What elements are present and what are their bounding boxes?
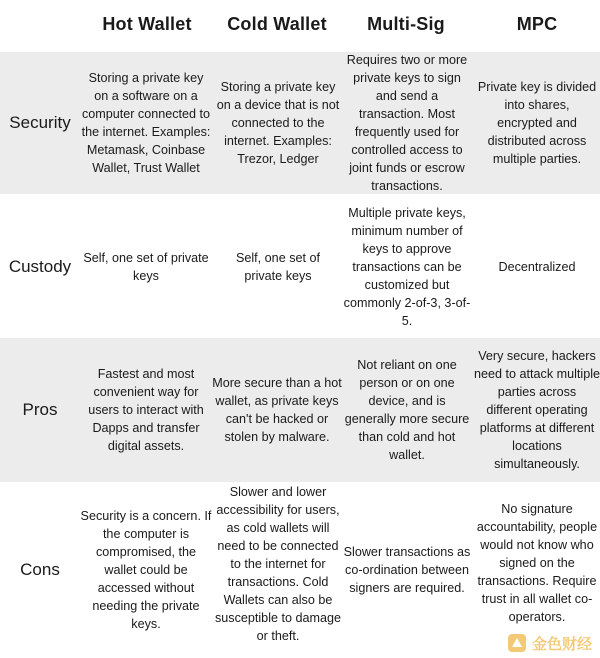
cell-text: Storing a private key on a software on a computer connected to the internet. Examples: Metamask, Coinbase Wallet, Trust Wallet bbox=[81, 71, 211, 175]
cell-security-multi-sig bbox=[342, 52, 472, 194]
cell-text: Self, one set of private keys bbox=[83, 251, 209, 283]
cell-cons-hot-wallet bbox=[80, 482, 212, 658]
column-header-multi-sig: Multi-Sig bbox=[367, 14, 445, 34]
watermark bbox=[507, 632, 592, 654]
row-custody bbox=[0, 196, 600, 338]
cell-custody-multi-sig bbox=[342, 196, 472, 338]
cell-cons-cold-wallet bbox=[214, 482, 342, 658]
cell-text: Slower and lower accessibility for users, as cold wallets will need to be connected to the internet for transactions. Cold Wallets can also be susceptible to damage or theft. bbox=[214, 485, 342, 643]
cell-pros-hot-wallet bbox=[80, 338, 212, 482]
header-row bbox=[0, 0, 600, 52]
cell-cons-multi-sig bbox=[342, 482, 472, 658]
cell-custody-mpc bbox=[476, 196, 598, 338]
cell-text: More secure than a hot wallet, as private keys can't be hacked or stolen by malware. bbox=[212, 376, 342, 444]
cell-text: Decentralized bbox=[498, 260, 576, 274]
cell-custody-hot-wallet bbox=[80, 196, 212, 338]
cell-text: Self, one set of private keys bbox=[235, 251, 320, 283]
cell-security-hot-wallet bbox=[80, 52, 212, 194]
row-label-cons: Cons bbox=[20, 560, 60, 579]
cell-text: No signature accountability, people would not know who signed on the transactions. Require trust in all wallet co-operators. bbox=[476, 502, 598, 624]
cell-security-cold-wallet bbox=[214, 52, 342, 194]
cell-security-mpc bbox=[476, 52, 598, 194]
row-pros bbox=[0, 338, 600, 482]
cell-text: Fastest and most convenient way for users to interact with Dapps and transfer digital assets. bbox=[88, 367, 204, 453]
cell-custody-cold-wallet bbox=[220, 196, 336, 338]
row-label-security: Security bbox=[9, 113, 71, 132]
row-label-custody: Custody bbox=[8, 257, 72, 276]
row-security bbox=[0, 52, 600, 194]
cell-text: Very secure, hackers need to attack multiple parties across different operating platforms at different locations simultaneously. bbox=[474, 349, 600, 471]
column-header-mpc: MPC bbox=[516, 14, 558, 34]
cell-text: Security is a concern. If the computer is compromised, the wallet could be accessed without needing the private keys. bbox=[80, 509, 212, 631]
cell-text: Private key is divided into shares, encrypted and distributed across multiple parties. bbox=[477, 80, 597, 166]
row-label-pros: Pros bbox=[22, 400, 58, 419]
cell-pros-multi-sig bbox=[342, 338, 472, 482]
cell-text: Requires two or more private keys to sign and send a transaction. Most frequently used for controlled access to joint funds or escrow transactions. bbox=[346, 53, 468, 193]
watermark-text: 金色财经 bbox=[531, 635, 592, 653]
cell-pros-cold-wallet bbox=[212, 338, 342, 482]
cell-text: Storing a private key on a device that is not connected to the internet. Examples: Trezor, Ledger bbox=[216, 80, 340, 166]
cell-text: Multiple private keys, minimum number of keys to approve transactions can be customized but commonly 2-of-3, 3-of-5. bbox=[343, 206, 471, 328]
column-header-cold-wallet: Cold Wallet bbox=[227, 14, 327, 34]
column-header-hot-wallet: Hot Wallet bbox=[102, 14, 192, 34]
cell-text: Slower transactions as co-ordination between signers are required. bbox=[343, 545, 471, 595]
cell-pros-mpc bbox=[474, 338, 600, 482]
watermark-logo-icon bbox=[507, 633, 527, 653]
cell-text: Not reliant on one person or on one device, and is generally more secure than cold and hot wallet. bbox=[344, 358, 470, 462]
